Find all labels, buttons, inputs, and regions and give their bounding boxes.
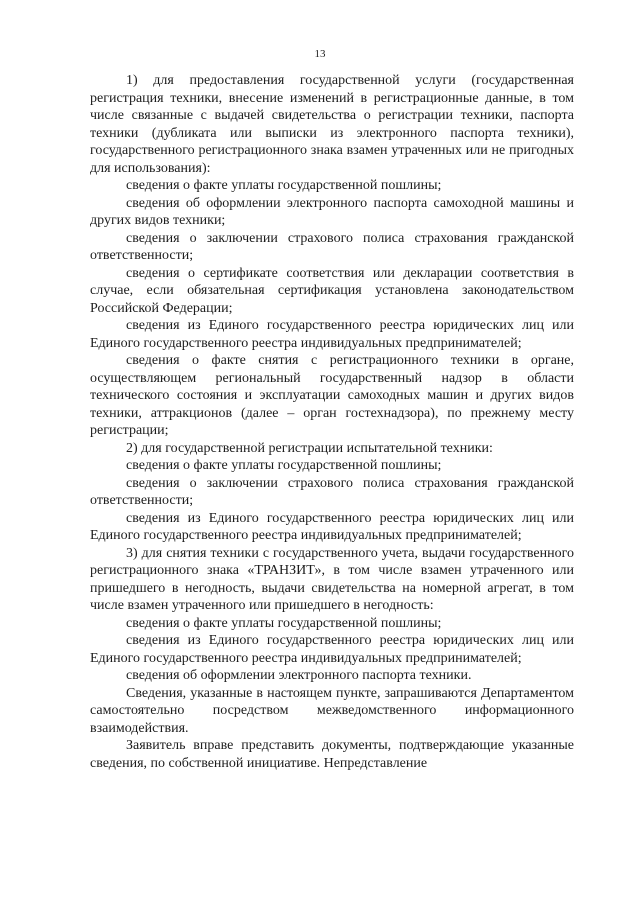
paragraph-applicant-right: Заявитель вправе представить документы, подтверждающие указанные сведения, по собственной инициативе. Непредставление <box>90 738 574 771</box>
paragraph-item-1-fee: сведения о факте уплаты государственной пошлины; <box>126 178 442 193</box>
paragraph-item-3-fee: сведения о факте уплаты государственной пошлины; <box>126 615 442 631</box>
paragraph-item-1-epassport: сведения об оформлении электронного паспорта самоходной машины и других видов техники; <box>90 195 574 228</box>
paragraph-item-3-intro: 3) для снятия техники с государственного учета, выдачи государственного регистрационного знака «ТРАНЗИТ», в том числе взамен утраченного или пришедшего в негодность, выдачи свидетельства на номерной агрегат, в том числе взамен утраченного или пришедшего в негодность: <box>90 545 574 613</box>
paragraph-item-3-epassport: сведения об оформлении электронного паспорта техники. <box>126 668 472 683</box>
page-number: 13 <box>314 48 326 60</box>
paragraph-item-2-insurance: сведения о заключении страхового полиса страхования гражданской ответственности; <box>90 475 574 508</box>
paragraph-item-1-registry: сведения из Единого государственного реестра юридических лиц или Единого государственного реестра индивидуальных предпринимателей; <box>90 318 574 351</box>
paragraph-item-1-certificate: сведения о сертификате соответствия или декларации соответствия в случае, если обязательная сертификация установлена законодательством Российской Федерации; <box>90 265 574 316</box>
document-body <box>90 72 574 772</box>
paragraph-item-1-insurance: сведения о заключении страхового полиса страхования гражданской ответственности; <box>90 230 574 263</box>
paragraph-item-2-registry: сведения из Единого государственного реестра юридических лиц или Единого государственного реестра индивидуальных предпринимателей; <box>90 510 574 543</box>
paragraph-item-1-deregistration: сведения о факте снятия с регистрационного техники в органе, осуществляющем региональный государственный надзор в области технического состояния и эксплуатации самоходных машин и других видов техники, аттракционов (далее – орган гостехнадзора), по прежнему месту регистрации; <box>90 353 574 438</box>
paragraph-item-1-intro: 1) для предоставления государственной услуги (государственная регистрация техники, внесение изменений в регистрационные данные, в том числе связанные с выдачей свидетельства о регистрации техники, паспорта техники (дубликата или выписки из электронного паспорта техники), государственного регистрационного знака взамен утраченных или не пригодных для использования): <box>90 73 574 176</box>
paragraph-department-request: Сведения, указанные в настоящем пункте, запрашиваются Департаментом самостоятельно посредством межведомственного информационного взаимодействия. <box>90 685 574 736</box>
paragraph-item-2-fee: сведения о факте уплаты государственной пошлины; <box>126 458 442 473</box>
paragraph-item-2-intro: 2) для государственной регистрации испытательной техники: <box>126 440 493 456</box>
paragraph-item-3-registry: сведения из Единого государственного реестра юридических лиц или Единого государственного реестра индивидуальных предпринимателей; <box>90 633 574 666</box>
